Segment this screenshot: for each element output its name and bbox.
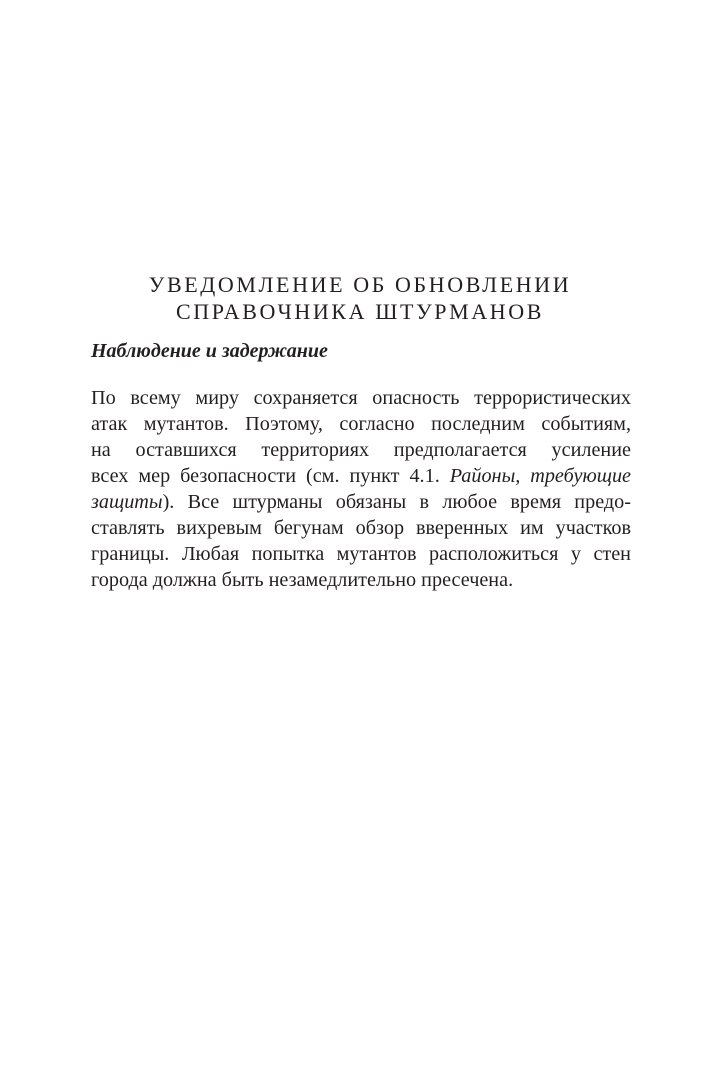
paragraph-line: атак мутантов. Поэтому, согласно последним событиям, [91,413,631,435]
paragraph-line: границы. Любая попытка мутантов расположиться у стен [91,543,631,565]
body-paragraph [91,385,631,593]
notice-title-line-2: СПРАВОЧНИКА ШТУРМАНОВ [176,299,544,324]
notice-title-line-1: УВЕДОМЛЕНИЕ ОБ ОБНОВЛЕНИИ [148,272,572,297]
section-reference-italic: защиты [91,491,163,513]
paragraph-line [91,463,631,489]
section-reference-italic: Районы, требующие [449,465,631,487]
paragraph-line: города должна быть незамедлительно пресечена. [91,569,514,591]
section-subheading: Наблюдение и задержание [91,340,328,362]
paragraph-text: всех мер безопасности (см. пункт 4.1. [91,465,450,487]
paragraph-text: ). Все штурманы обязаны в любое время предо- [162,491,631,513]
paragraph-line [91,489,631,515]
paragraph-line: ставлять вихревым бегунам обзор вверенных им участков [91,517,631,539]
paragraph-line: на оставшихся территориях предполагается усиление [91,439,631,461]
paragraph-line: По всему миру сохраняется опасность террористических [91,387,631,409]
